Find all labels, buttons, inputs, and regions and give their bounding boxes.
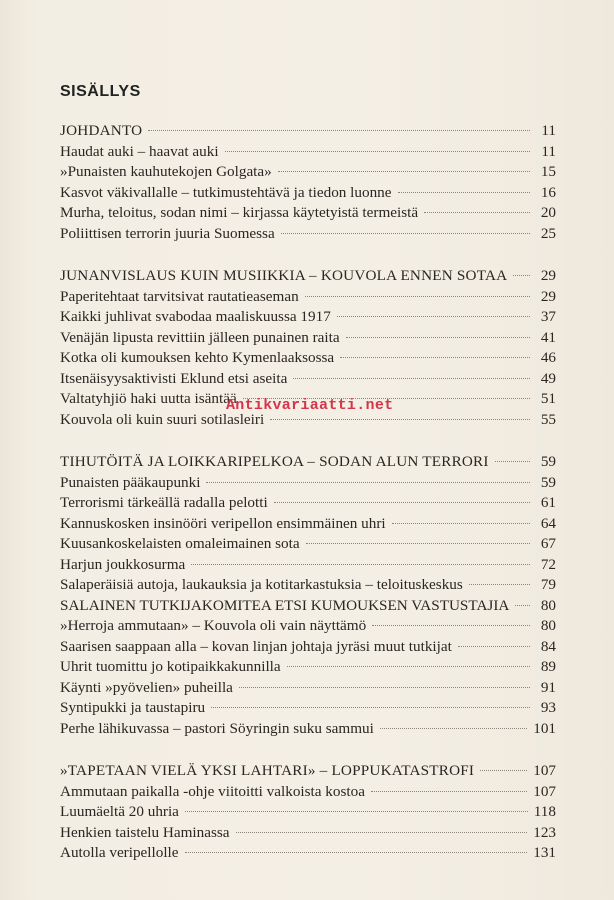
toc-entry-title: Saarisen saappaan alla – kovan linjan johtaja jyräsi muut tutkijat [60,637,452,655]
toc-page-number: 91 [540,678,556,696]
toc-entry-title: TIHUTÖITÄ JA LOIKKARIPELKOA – SODAN ALUN TERRORI [60,453,489,470]
dot-leader [211,707,530,708]
toc-entry-title: Poliittisen terrorin juuria Suomessa [60,224,275,242]
toc-entry-title: Kannuskosken insinööri veripellon ensimmäinen uhri [60,514,386,532]
toc-entry-title: Henkien taistelu Haminassa [60,823,230,841]
toc-page-number: 55 [540,410,556,428]
toc-entry [60,555,556,576]
dot-leader [206,482,530,483]
toc-page-number: 123 [533,823,556,841]
toc-entry-title: Kaikki juhlivat svabodaa maaliskuussa 1917 [60,308,331,325]
toc-entry [60,287,556,308]
toc-entry [60,637,556,658]
toc-entry [60,616,556,637]
toc-page-number: 16 [540,183,556,201]
toc-entry [60,657,556,678]
dot-leader [515,605,530,606]
toc-page-number: 89 [540,658,556,675]
toc-entry-title: »TAPETAAN VIELÄ YKSI LAHTARI» – LOPPUKATASTROFI [60,762,475,779]
dot-leader [380,728,527,729]
toc-entry-title: Harjun joukkosurma [60,555,186,573]
toc-entry-title: Haudat auki – haavat auki [60,142,219,160]
toc-entry [60,782,556,803]
toc-entry [60,473,556,494]
toc-entry-title: SALAINEN TUTKIJAKOMITEA ETSI KUMOUKSEN VASTUSTAJIA [60,596,510,614]
toc-page-number: 29 [540,287,556,305]
dot-leader [495,461,530,462]
toc-page-number: 131 [533,844,556,861]
toc-entry-title: Murha, teloitus, sodan nimi – kirjassa käytetyistä termeistä [60,204,419,221]
toc-entry [60,575,556,596]
dot-leader [274,502,530,503]
toc-entry-title: »Punaisten kauhutekojen Golgata» [60,163,272,180]
toc-entry [60,142,556,163]
toc-page-number: 25 [540,224,556,242]
toc-entry [60,698,556,719]
toc-entry-title: JOHDANTO [60,122,143,139]
toc-page-number: 107 [533,762,556,779]
toc-entry [60,678,556,699]
dot-leader [270,419,530,420]
dot-leader [371,791,527,792]
toc-section-title [60,266,556,287]
toc-entry-title: Ammutaan paikalla -ohje viitoitti valkoista kostoa [60,782,365,800]
toc-entry [60,307,556,328]
toc-page-number: 11 [541,122,556,139]
toc-page-number: 37 [540,308,556,325]
toc-entry [60,719,556,740]
toc-entry-title: Terrorismi tärkeällä radalla pelotti [60,494,268,511]
toc-page-number: 93 [540,699,556,716]
toc-entry-title: Kasvot väkivallalle – tutkimustehtävä ja tiedon luonne [60,183,392,201]
toc-entry [60,328,556,349]
toc-entry [60,162,556,183]
toc-page-number: 41 [540,328,556,346]
dot-leader [148,130,530,131]
toc-entry [60,183,556,204]
dot-leader [424,212,530,213]
dot-leader [306,543,530,544]
toc-entry-title: Itsenäisyysaktivisti Eklund etsi aseita [60,369,288,387]
toc-page-number: 20 [540,204,556,221]
toc-page-number: 80 [540,617,556,634]
toc-page-number: 59 [540,453,556,470]
dot-leader [346,337,530,338]
toc-entry [60,802,556,823]
toc-entry-title: Punaisten pääkaupunki [60,473,201,491]
toc-page-number: 72 [540,555,556,573]
toc-page-number: 64 [540,514,556,532]
toc-page-number: 101 [533,719,556,737]
toc-entry-title: Uhrit tuomittu jo kotipaikkakunnilla [60,658,281,675]
dot-leader [287,666,530,667]
dot-leader [191,564,530,565]
toc-page-number: 107 [533,782,556,800]
dot-leader [372,625,530,626]
dot-leader [236,832,528,833]
toc-entry-title: Autolla veripellolle [60,844,179,861]
toc-heading: SISÄLLYS [60,83,141,100]
dot-leader [293,378,530,379]
dot-leader [281,233,530,234]
toc-entry [60,369,556,390]
toc-section [60,761,556,864]
toc-entry [60,203,556,224]
toc-entry [60,493,556,514]
toc-entry [60,596,556,617]
toc-page-number: 46 [540,349,556,366]
dot-leader [458,646,530,647]
dot-leader [225,151,530,152]
dot-leader [340,357,530,358]
dot-leader [513,275,530,276]
watermark: Antikvariaatti.net [226,397,394,414]
toc-entry [60,823,556,844]
dot-leader [305,296,530,297]
toc-entry-title: Salaperäisiä autoja, laukauksia ja kotitarkastuksia – teloituskeskus [60,576,463,593]
toc-entry-title: Luumäeltä 20 uhria [60,803,179,820]
toc-entry [60,224,556,245]
toc-entry [60,514,556,535]
toc-page-number: 11 [541,142,556,160]
toc-page-number: 29 [540,267,556,284]
toc-entry-title: Syntipukki ja taustapiru [60,699,206,716]
toc-page-number: 51 [540,390,556,407]
table-of-contents [60,121,556,886]
toc-entry-title: JUNANVISLAUS KUIN MUSIIKKIA – KOUVOLA ENNEN SOTAA [60,267,508,284]
toc-section [60,121,556,244]
toc-entry [60,843,556,864]
toc-section-title [60,452,556,473]
toc-page-number: 49 [540,369,556,387]
toc-entry-title: Paperitehtaat tarvitsivat rautatieaseman [60,287,299,305]
toc-entry-title: Valtatyhjiö haki uutta isäntää [60,390,237,407]
toc-entry-title: Kuusankoskelaisten omaleimainen sota [60,535,300,552]
toc-page-number: 59 [540,473,556,491]
toc-entry-title: Käynti »pyövelien» puheilla [60,678,233,696]
dot-leader [398,192,530,193]
toc-page-number: 15 [540,163,556,180]
toc-page-number: 80 [540,596,556,614]
toc-page-number: 61 [540,494,556,511]
toc-section-title [60,761,556,782]
toc-entry-title: Perhe lähikuvassa – pastori Söyringin suku sammui [60,719,374,737]
toc-entry-title: Venäjän lipusta revittiin jälleen punainen raita [60,328,340,346]
toc-page-number: 67 [540,535,556,552]
dot-leader [185,852,528,853]
dot-leader [278,171,530,172]
toc-page-number: 79 [540,576,556,593]
toc-entry [60,534,556,555]
toc-entry-title: Kotka oli kumouksen kehto Kymenlaaksossa [60,349,335,366]
toc-section-title [60,121,556,142]
dot-leader [185,811,528,812]
toc-entry-title: »Herroja ammutaan» – Kouvola oli vain näyttämö [60,617,367,634]
dot-leader [480,770,527,771]
toc-page-number: 118 [533,803,556,820]
dot-leader [392,523,530,524]
dot-leader [239,687,530,688]
toc-section [60,452,556,739]
dot-leader [337,316,530,317]
dot-leader [469,584,530,585]
toc-entry [60,348,556,369]
toc-page-number: 84 [540,637,556,655]
toc-entry-title: Kouvola oli kuin suuri sotilasleiri [60,410,265,428]
